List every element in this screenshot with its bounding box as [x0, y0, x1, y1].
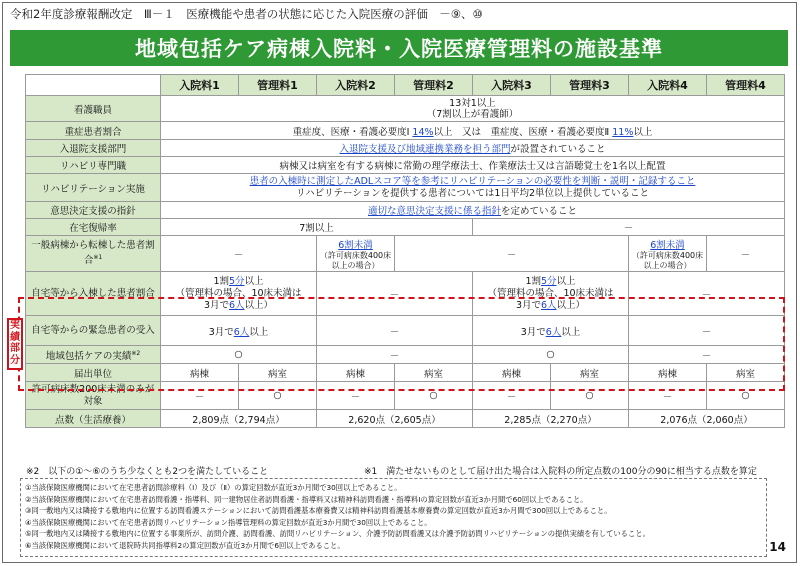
cell-value	[161, 96, 785, 122]
footnote-item: ③同一敷地内又は隣接する敷地内に位置する訪問看護ステーションにおいて訪問看護基本療養費又は精神科訪問看護基本療養費の算定回数が直近3か月間で300回以上であること。	[25, 506, 612, 516]
text: 3月で	[203, 299, 229, 311]
value-line	[163, 276, 314, 288]
row-transfer-ratio	[26, 236, 785, 272]
row-label: 重症患者割合	[26, 122, 161, 140]
cell-value: 病棟	[473, 364, 551, 382]
value-line	[475, 300, 626, 312]
value-line: （管理料の場合、10床未満は	[175, 287, 302, 299]
highlight-text: 適切な意思決定支援に係る指針	[367, 206, 501, 217]
row-community-care-record	[26, 346, 785, 364]
cell-value: －	[707, 236, 785, 272]
value-line: （管理料の場合、10床未満は	[487, 287, 614, 299]
row-label: 自宅等からの緊急患者の受入	[26, 316, 161, 346]
row-bed-limit	[26, 382, 785, 410]
value-line: 13対1以上	[449, 97, 496, 109]
highlight-value: 5分	[228, 275, 245, 287]
text: 以上	[561, 326, 581, 338]
cell-value	[629, 236, 707, 272]
highlight-value: 6人	[233, 326, 250, 338]
value-note: （許可病床数400床以上の場合）	[319, 250, 392, 270]
cell-value	[161, 174, 785, 202]
footnote-item: ④当該保険医療機関において在宅患者訪問リハビリテーション指導管理料の算定回数が直近3か月間で30回以上であること。	[25, 517, 432, 527]
highlight-value: 14%	[412, 126, 434, 138]
note-2: ※2 以下の①～⑥のうち少なくとも2つを満たしていること	[26, 467, 269, 477]
row-label: 入退院支援部門	[26, 140, 161, 157]
circle-mark: ○	[707, 382, 785, 410]
cell-value: －	[395, 236, 629, 272]
row-label: リハビリ専門職	[26, 157, 161, 174]
cell-value	[161, 272, 317, 316]
record-section-badge: 実績部分	[7, 318, 23, 370]
cell-value: －	[317, 382, 395, 410]
circle-mark: ○	[395, 382, 473, 410]
page-number: 14	[769, 540, 786, 554]
cell-value: 病棟	[629, 364, 707, 382]
label-text: 一般病棟から転棟した患者割合	[31, 239, 155, 267]
text: 1割	[525, 275, 541, 287]
cell-value: －	[161, 382, 239, 410]
row-filing-unit	[26, 364, 785, 382]
slide-title: 地域包括ケア病棟入院料・入院医療管理料の施設基準	[10, 30, 788, 66]
value-line: （7割以上が看護師）	[426, 108, 519, 120]
row-label: 在宅復帰率	[26, 219, 161, 236]
cell-value	[161, 316, 317, 346]
col-header: 入院料1	[161, 75, 239, 96]
value-note: （許可病床数400床以上の場合）	[631, 250, 704, 270]
text: 重症度、医療・看護必要度Ⅰ	[292, 126, 410, 138]
text: を定めていること	[501, 206, 578, 217]
text: 3月で	[520, 326, 546, 338]
cell-value: －	[161, 236, 317, 272]
row-home-admission-ratio	[26, 272, 785, 316]
text: 1割	[213, 275, 229, 287]
highlight-value: 6人	[540, 299, 557, 311]
text: 3月で	[515, 299, 541, 311]
text: 以上	[244, 275, 264, 287]
cell-value: 病棟又は病室を有する病棟に常勤の理学療法士、作業療法士又は言語聴覚士を1名以上配置	[161, 157, 785, 174]
circle-mark: ○	[473, 346, 629, 364]
row-label: 許可病床数200床未満のみが対象	[26, 382, 161, 410]
label-text: 地域包括ケアの実績	[45, 350, 132, 362]
highlight-value: 11%	[612, 126, 634, 138]
row-label: 自宅等から入棟した患者割合	[26, 272, 161, 316]
highlight-value: 6割未満	[650, 239, 685, 251]
highlight-value: 5分	[540, 275, 557, 287]
cell-value: －	[473, 219, 785, 236]
cell-value: －	[629, 272, 785, 316]
circle-mark: ○	[161, 346, 317, 364]
points-value: 2,620点（2,605点）	[317, 410, 473, 428]
cell-value: 病室	[395, 364, 473, 382]
footnote-item: ⑤同一敷地内又は隣接する敷地内に位置する事業所が、訪問介護、訪問看護、訪問リハビリテーション、介護予防訪問看護又は介護予防訪問リハビリテーションの提供実績を有していること。	[25, 529, 650, 539]
cell-value: 7割以上	[161, 219, 473, 236]
col-header: 管理料2	[395, 75, 473, 96]
row-rehab-staff	[26, 157, 785, 174]
cell-value: －	[473, 382, 551, 410]
footnote-item: ②当該保険医療機関において在宅患者訪問看護・指導料、同一建物居住者訪問看護・指導料又は精神科訪問看護・指導料Ⅰの算定回数が直近3か月間で60回以上であること。	[25, 494, 588, 504]
column-header-row	[26, 75, 785, 96]
points-value: 2,285点（2,270点）	[473, 410, 629, 428]
cell-value	[161, 140, 785, 157]
cell-value	[473, 272, 629, 316]
slide-header: 令和2年度診療報酬改定 Ⅲ－１ 医療機能や患者の状態に応じた入院医療の評価 －⑨、⑩	[10, 7, 483, 21]
value-line	[163, 300, 314, 312]
highlight-value: 6人	[228, 299, 245, 311]
cell-value: －	[317, 272, 473, 316]
cell-value	[473, 316, 629, 346]
facility-criteria-table	[25, 74, 785, 428]
row-label	[26, 236, 161, 272]
col-header: 入院料2	[317, 75, 395, 96]
row-points	[26, 410, 785, 428]
row-label: リハビリテーション実施	[26, 174, 161, 202]
cell-value	[161, 202, 785, 219]
text: が設置されていること	[510, 144, 606, 155]
cell-value: －	[317, 346, 473, 364]
row-decision-support	[26, 202, 785, 219]
circle-mark: ○	[551, 382, 629, 410]
cell-value: －	[317, 316, 473, 346]
text: 以上	[556, 275, 576, 287]
col-header: 入院料4	[629, 75, 707, 96]
row-severe-ratio	[26, 122, 785, 140]
row-label: 点数（生活療養）	[26, 410, 161, 428]
row-label: 意思決定支援の指針	[26, 202, 161, 219]
row-discharge-support	[26, 140, 785, 157]
col-header: 管理料3	[551, 75, 629, 96]
points-value: 2,809点（2,794点）	[161, 410, 317, 428]
cell-value: －	[629, 346, 785, 364]
row-home-return-rate	[26, 219, 785, 236]
col-header: 管理料4	[707, 75, 785, 96]
cell-value	[317, 236, 395, 272]
cell-value: 病棟	[161, 364, 239, 382]
row-label: 看護職員	[26, 96, 161, 122]
footnote-ref: ※2	[131, 349, 141, 357]
text: 以上	[249, 326, 269, 338]
circle-mark: ○	[239, 382, 317, 410]
row-label	[26, 346, 161, 364]
highlight-text: 入退院支援及び地域連携業務を担う部門	[339, 144, 511, 155]
value-line: リハビリテーションを提供する患者については1日平均2単位以上提供していること	[295, 187, 650, 199]
points-value: 2,076点（2,060点）	[629, 410, 785, 428]
footnote-item: ①当該保険医療機関において在宅患者訪問診療料（Ⅰ）及び（Ⅱ）の算定回数が直近3か月間で30回以上であること。	[25, 483, 402, 492]
highlight-text: 患者の入棟時に測定したADLスコア等を参考にリハビリテーションの必要性を判断・説明・記録すること	[249, 175, 696, 187]
value-line	[475, 276, 626, 288]
text: 3月で	[208, 326, 234, 338]
footnote-item: ⑥当該保険医療機関において退院時共同指導料2の算定回数が直近3か月間で6回以上であること。	[25, 540, 345, 550]
cell-value	[161, 122, 785, 140]
corner-cell	[26, 75, 161, 96]
cell-value: 病室	[707, 364, 785, 382]
col-header: 管理料1	[239, 75, 317, 96]
note-1: ※1 満たせないものとして届け出た場合は入院料の所定点数の100分の90に相当する点数を算定	[364, 467, 757, 477]
footnote-box	[20, 478, 767, 557]
text: 以上	[633, 126, 653, 138]
row-emergency-admission	[26, 316, 785, 346]
text: 以上）	[244, 299, 274, 311]
footnote-ref: ※1	[93, 253, 103, 261]
cell-value: 病棟	[317, 364, 395, 382]
row-label: 届出単位	[26, 364, 161, 382]
row-rehab-implementation	[26, 174, 785, 202]
cell-value: －	[629, 382, 707, 410]
cell-value: 病室	[239, 364, 317, 382]
col-header: 入院料3	[473, 75, 551, 96]
highlight-value: 6割未満	[338, 239, 373, 251]
cell-value: 病室	[551, 364, 629, 382]
cell-value: －	[629, 316, 785, 346]
text: 以上）	[556, 299, 586, 311]
text: 以上 又は 重症度、医療・看護必要度Ⅱ	[433, 126, 610, 138]
row-nurse-staffing	[26, 96, 785, 122]
highlight-value: 6人	[545, 326, 562, 338]
